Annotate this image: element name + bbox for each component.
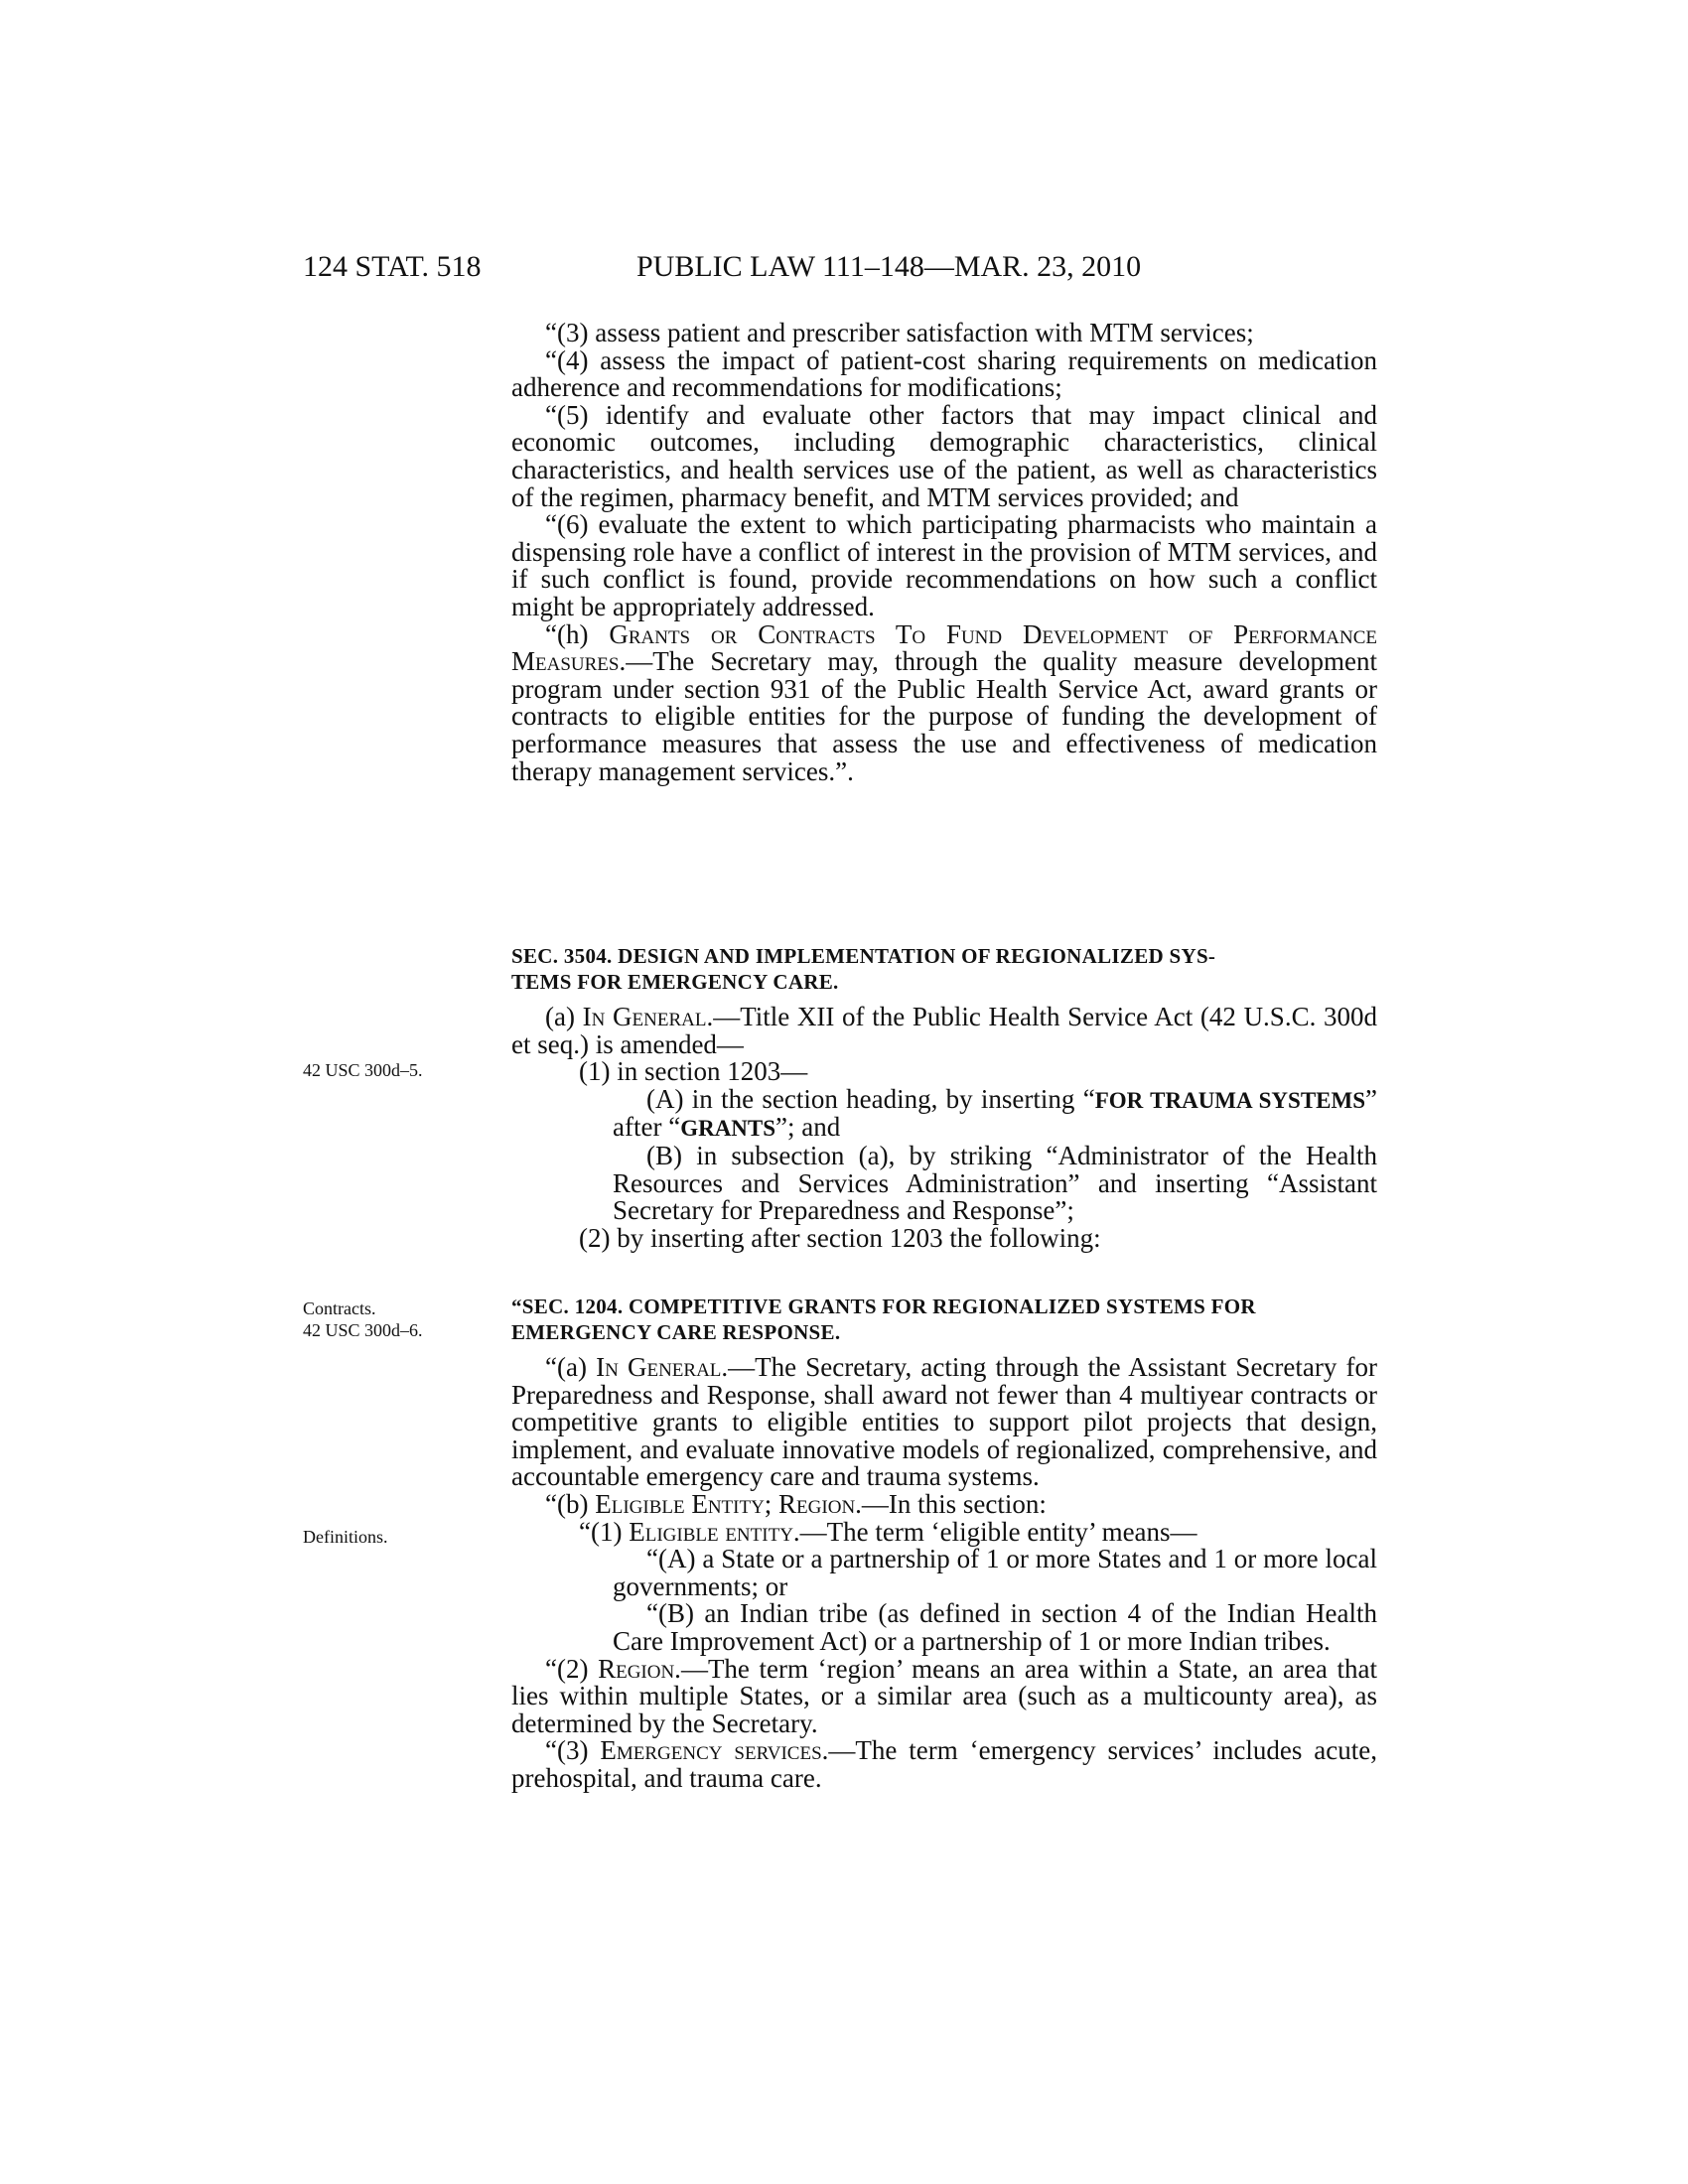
running-title-header: PUBLIC LAW 111–148—MAR. 23, 2010 <box>636 250 1142 283</box>
heading-b-2-title: Region. <box>598 1653 681 1684</box>
paragraph-b-1-B: “(B) an Indian tribe (as defined in section 4 of the Indian Health Care Improvement Act) or a partnership of 1 or more Indian tribes. <box>613 1598 1377 1656</box>
margin-note-usc-300d-6: 42 USC 300d–6. <box>303 1320 423 1340</box>
paragraph-b-1-A: “(A) a State or a partnership of 1 or more States and 1 or more local governments; or <box>613 1544 1377 1601</box>
paragraph-b-1: “(1) Eligible entity.—The term ‘eligible entity’ means— <box>579 1516 1197 1547</box>
paragraph-h: “(h) Grants or Contracts To Fund Development of Performance Measures.—The Secretary may, through the quality measure development program under section 931 of the Public Health Service Act, award grants or contracts to eligible entities for the purpose of funding the development of performance measures that assess the use and effectiveness of medication therapy management services.”. <box>511 618 1377 786</box>
section-3504-heading: SEC. 3504. DESIGN AND IMPLEMENTATION OF REGIONALIZED SYS- TEMS FOR EMERGENCY CARE. <box>511 944 1216 994</box>
paragraph-b-3: “(3) Emergency services.—The term ‘emergency services’ includes acute, prehospital, and trauma care. <box>511 1735 1378 1793</box>
paragraph-b-2: “(2) Region.—The term ‘region’ means an area within a State, an area that lies within multiple States, or a similar area (such as a multicounty area), as determined by the Secretary. <box>511 1653 1378 1738</box>
heading-1204-a-title: In General. <box>596 1352 729 1382</box>
paragraph-4: “(4) assess the impact of patient-cost sharing requirements on medication adherence and recommendations for modifications; <box>511 344 1377 403</box>
body-column-top <box>511 320 1377 785</box>
section-1204 <box>511 1294 1377 1345</box>
heading-a-title: In General. <box>582 1002 714 1031</box>
section-1204-heading: “SEC. 1204. COMPETITIVE GRANTS FOR REGIONALIZED SYSTEMS FOR EMERGENCY CARE RESPONSE. <box>511 1295 1256 1344</box>
paragraph-a: (a) In General.—Title XII of the Public Health Service Act (42 U.S.C. 300d et seq.) is amended— <box>511 1002 1377 1059</box>
paragraph-6: “(6) evaluate the extent to which participating pharmacists who maintain a dispensing role have a conflict of interest in the provision of MTM services, and if such conflict is found, provide recommendations on how such a conflict might be appropriately addressed. <box>511 509 1377 621</box>
margin-note-definitions: Definitions. <box>303 1527 388 1547</box>
item-2: (2) by inserting after section 1203 the following: <box>579 1222 1101 1253</box>
heading-1204-b-title: Eligible Entity; Region. <box>595 1488 862 1519</box>
margin-note-usc-300d-5: 42 USC 300d–5. <box>303 1060 423 1080</box>
section-3504 <box>511 943 1377 995</box>
margin-note-contracts: Contracts. <box>303 1298 376 1318</box>
item-1-B: (B) in subsection (a), by striking “Administrator of the Health Resources and Services Administration” and inserting “Assistant Secretary for Preparedness and Response”; <box>613 1140 1377 1226</box>
paragraph-1204-b: “(b) Eligible Entity; Region.—In this section: <box>545 1488 1047 1519</box>
item-1: (1) in section 1203— <box>579 1056 808 1087</box>
section-1204-body <box>511 1354 1377 1793</box>
heading-b-3-title: Emergency services. <box>600 1735 829 1766</box>
section-3504-body <box>511 1004 1377 1252</box>
heading-b-1-title: Eligible entity. <box>629 1516 800 1547</box>
paragraph-5: “(5) identify and evaluate other factors that may impact clinical and economic outcomes, including demographic characteristics, clinical characteristics, and health services use of the patient, as well as characteristics of the regimen, pharmacy benefit, and MTM services provided; and <box>511 399 1377 512</box>
heading-h-title: Grants or Contracts To Fund Development of Performance Measures. <box>511 618 1377 677</box>
paragraph-1204-a: “(a) In General.—The Secretary, acting through the Assistant Secretary for Preparedness and Response, shall award not fewer than 4 multiyear contracts or competitive grants to eligible entities to support pilot projects that design, implement, and evaluate innovative models of regionalized, comprehensive, and accountable emergency care and trauma systems. <box>511 1352 1377 1492</box>
paragraph-3: “(3) assess patient and prescriber satisfaction with MTM services; <box>545 318 1254 347</box>
page-number-header: 124 STAT. 518 <box>303 250 482 283</box>
item-1-A: (A) in the section heading, by inserting “FOR TRAUMA SYSTEMS” after “GRANTS”; and <box>613 1083 1378 1143</box>
